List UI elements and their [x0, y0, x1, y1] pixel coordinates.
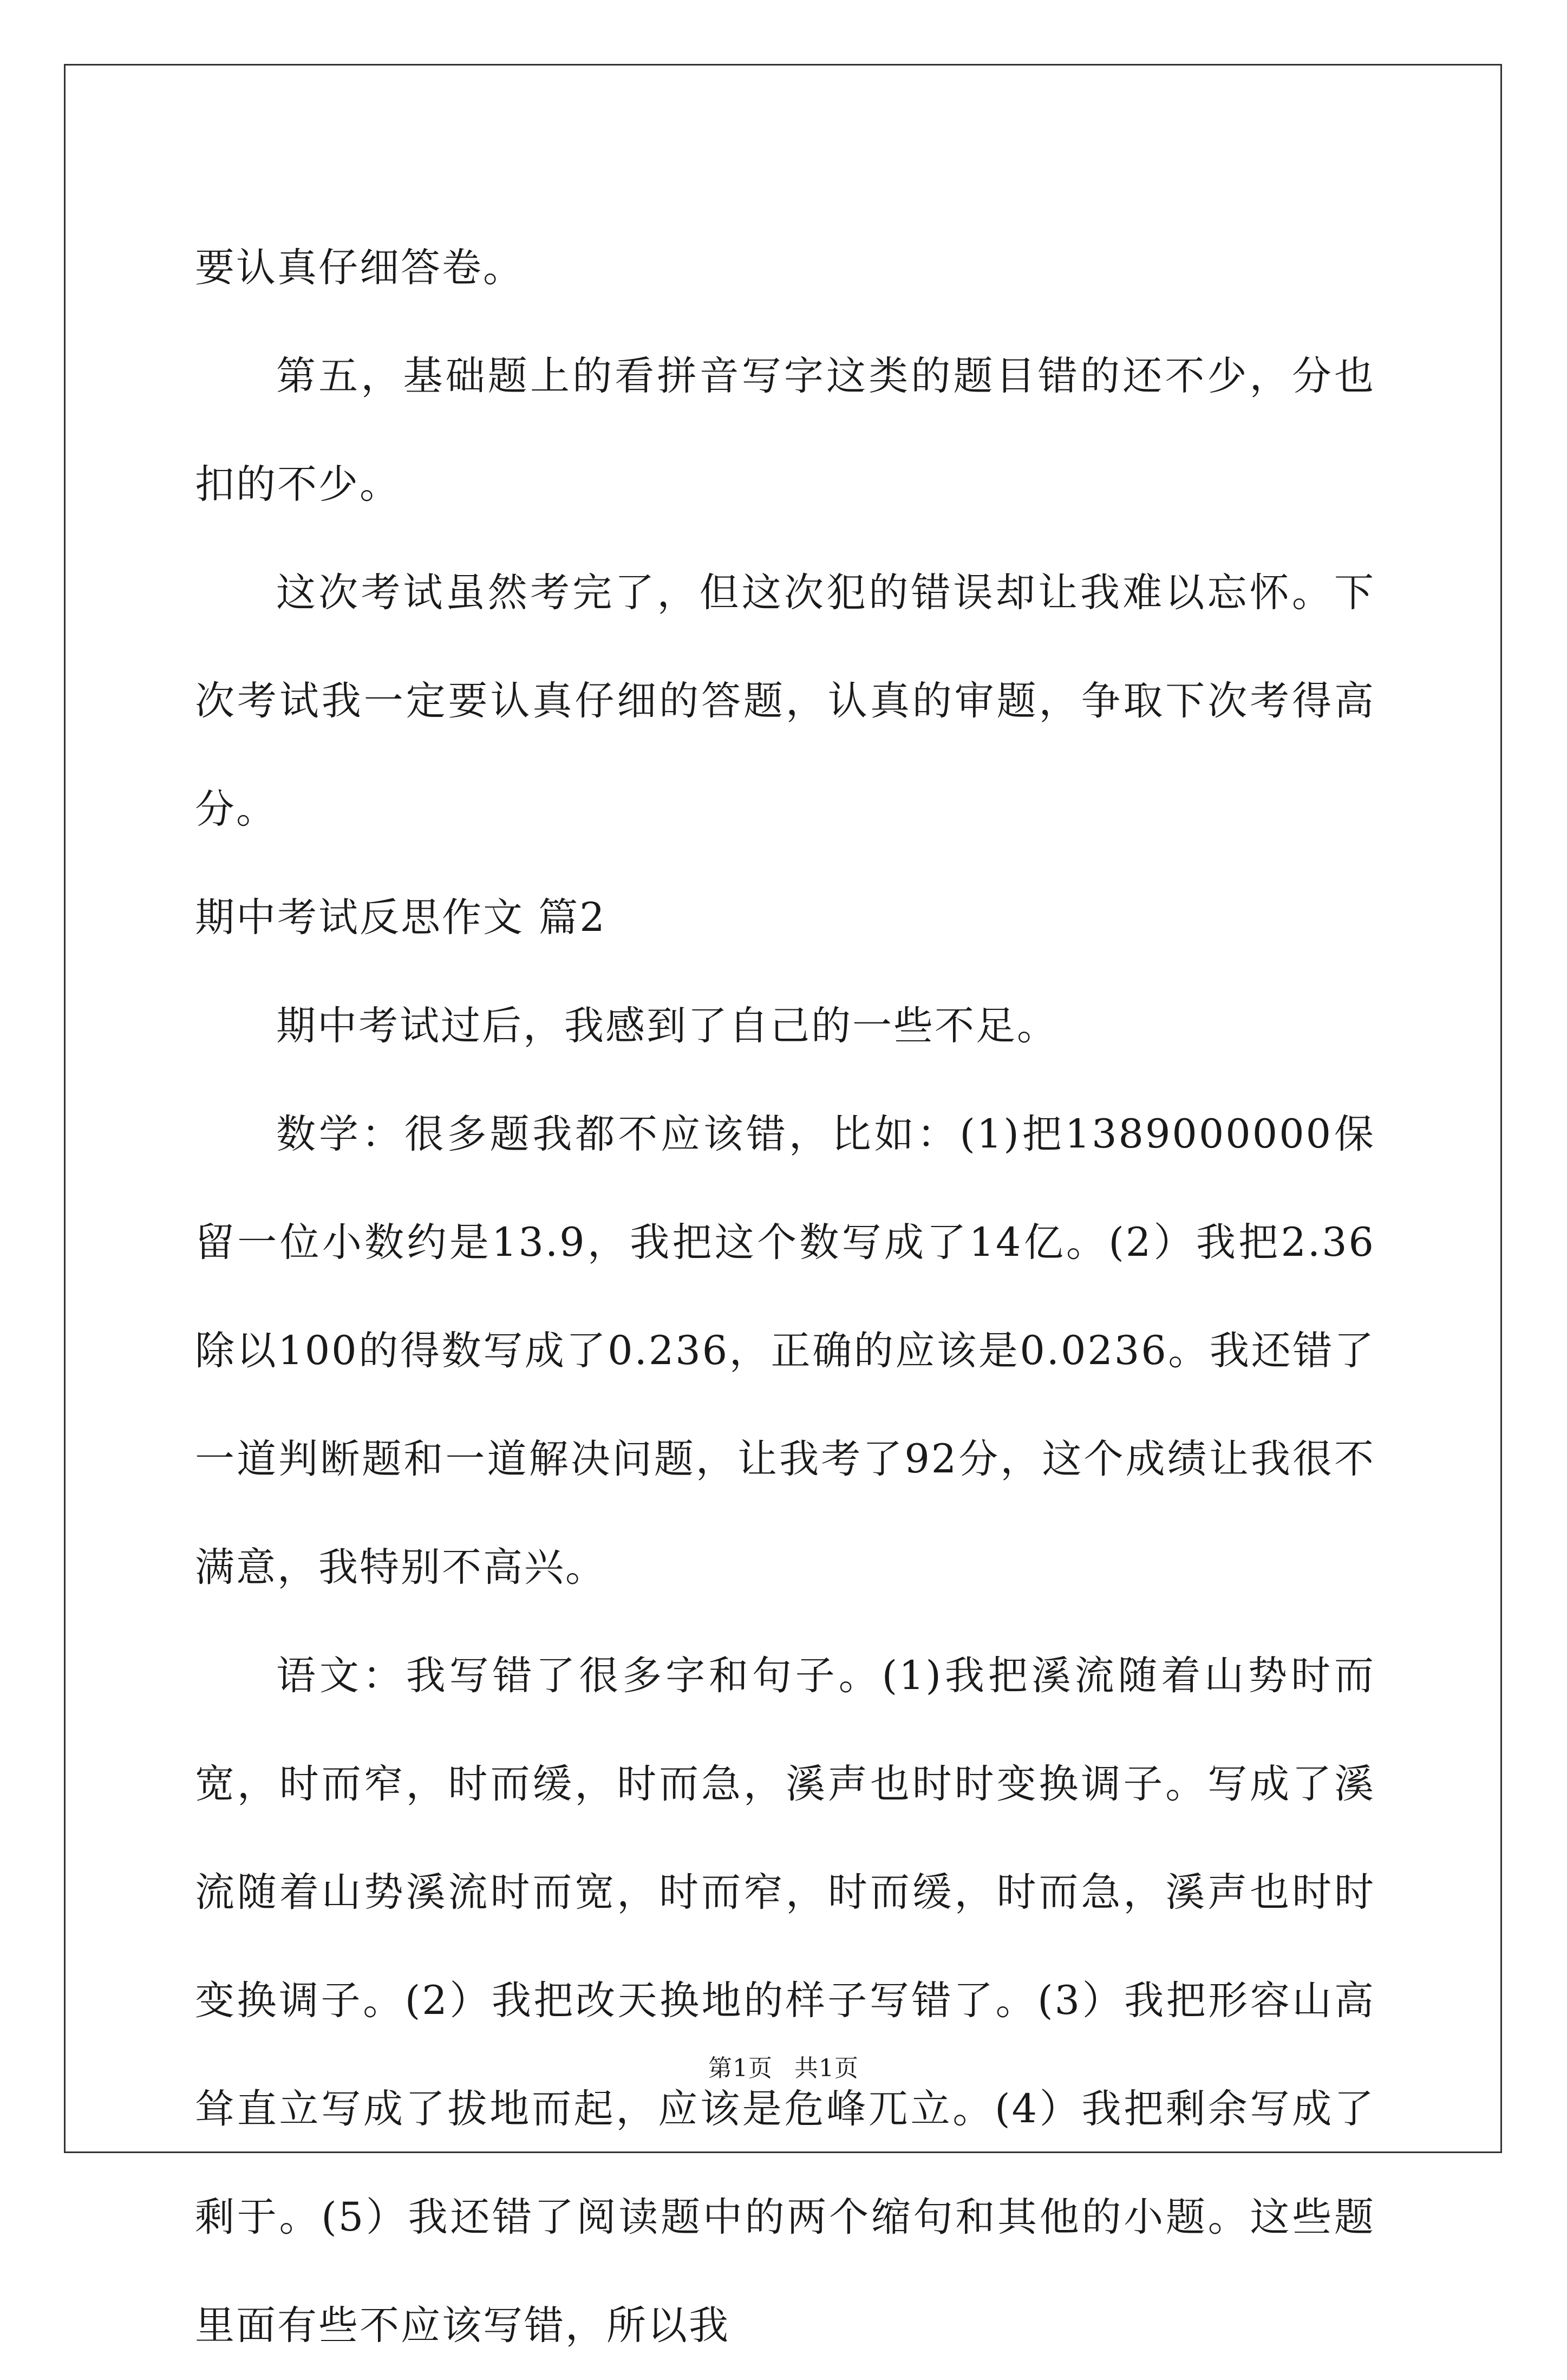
page-footer: [0, 2052, 1567, 2085]
paragraph: 要认真仔细答卷。: [195, 245, 524, 291]
paragraph: 语文：我写错了很多字和句子。(1)我把溪流随着山势时而宽，时而窄，时而缓，时而急，溪声也时时变换调子。写成了溪流随着山势溪流时而宽，时而窄，时而缓，时而急，溪声也时时变换调子。(2）我把改天换地的样子写错了。(3）我把形容山高耸直立写成了拔地而起，应该是危峰兀立。(4）我把剩余写成了剩于。(5）我还错了阅读题中的两个缩句和其他的小题。这些题里面有些不应该写错，所以我: [195, 1653, 1375, 2349]
section-heading: 期中考试反思作文 篇2: [195, 895, 606, 941]
page-total: 共1页: [794, 2055, 859, 2082]
paragraph: 第五，基础题上的看拼音写字这类的题目错的还不少，分也扣的不少。: [195, 353, 1375, 507]
paragraph: 这次考试虽然考完了，但这次犯的错误却让我难以忘怀。下次考试我一定要认真仔细的答题，认真的审题，争取下次考得高分。: [195, 570, 1375, 832]
paragraph: 期中考试过后，我感到了自己的一些不足。: [276, 1003, 1058, 1049]
paragraph: 数学：很多题我都不应该错，比如：(1)把1389000000保留一位小数约是13.9，我把这个数写成了14亿。(2）我把2.36除以100的得数写成了0.236，正确的应该是0.0236。我还错了一道判断题和一道解决问题，让我考了92分，这个成绩让我很不满意，我特别不高兴。: [195, 1111, 1375, 1590]
page-number: 第1页: [708, 2055, 773, 2082]
